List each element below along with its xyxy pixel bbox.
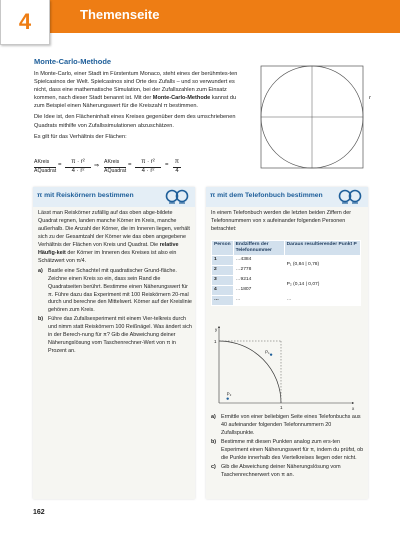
phonebook-method-box	[206, 187, 368, 499]
phonebook-method-title: π mit dem Telefonbuch bestimmen	[210, 192, 323, 199]
phonebook-method-box-header	[206, 187, 368, 207]
point-p2-label: P₂	[226, 391, 232, 397]
rice-task-a: a) Bastle eine Schachtel mit quadratischer Grund-fläche. Zeichne einen Kreis so ein, dass sein Rand die Quadratseiten berührt. Bestimme einen Näherungswert für π. Führe dazu das Experiment mit 100 Reiskörnern 20-mal durch und berechne den Mittelwert. Körner auf der Kreislinie gehören zum Kreis.	[38, 267, 192, 314]
point-p1	[270, 353, 272, 355]
table-header: Endziffern der Telefonnummer	[233, 241, 284, 256]
table-row: … … …	[212, 295, 361, 305]
phonebook-task-a: a) Ermittle von einer beliebigen Seite eines Telefonbuchs aus 40 aufeinander folgenden Telefonnummern 20 Zufallspunkte.	[211, 414, 361, 436]
table-header-row	[212, 241, 361, 256]
graph-y-label: y	[215, 327, 218, 332]
pair-work-icon	[165, 188, 189, 205]
formula-den-1: 4 · r²	[71, 168, 85, 174]
radius-label: r	[369, 95, 371, 101]
formula-num-1: π · r²	[71, 159, 85, 165]
table-point-cell: P₁ (0,84 | 0,78)	[284, 255, 360, 275]
phonebook-table	[211, 240, 361, 306]
rice-method-body	[38, 210, 192, 357]
intro-text	[34, 70, 248, 144]
circle-in-square-figure	[259, 64, 365, 170]
intro-paragraph-1: In Monte-Carlo, einer Stadt im Fürstentum Monaco, steht eines der berühmtes-ten Spielcasinos der Welt. Spielcasinos sind Orte des Zufalls – und so verwundert es nicht, dass eine mathematische Simulation, bei der Zufallszahlen zum Einsatz kommen, nach dieser Stadt benannt ist. Mit der Monte-Carlo-Methode kannst du zum Beispiel einen Näherungswert für die Kreiszahl π bestimmen.	[34, 71, 238, 110]
point-p2	[226, 397, 228, 399]
page-header-title: Themenseite	[80, 7, 160, 22]
phonebook-intro: In einem Telefonbuch werden die letzten beiden Ziffern der Telefonnummern von x aufeinander folgenden Personen betrachtet:	[211, 210, 352, 232]
chapter-number-badge: 4	[0, 0, 50, 45]
graph-y-tick-1: 1	[214, 339, 217, 344]
formula-den-3: 4	[175, 168, 179, 174]
section-title: Monte-Carlo-Methode	[34, 57, 112, 66]
formula-num-3: π	[174, 159, 180, 165]
table-row: 1 …4384 P₁ (0,84 | 0,78)	[212, 255, 361, 265]
rice-method-box-header	[33, 187, 195, 207]
graph-x-tick-1: 1	[280, 405, 283, 410]
pair-work-icon	[338, 188, 362, 205]
formula-arrow: ⇒	[94, 163, 100, 169]
table-row: 4 …1807	[212, 285, 361, 295]
quarter-circle-graph	[209, 323, 359, 411]
formula-a-kreis: AKreis	[34, 159, 50, 165]
page-header-bar	[0, 0, 400, 33]
table-row: 2 …2778	[212, 265, 361, 275]
point-p1-label: P₁	[265, 349, 270, 355]
rice-method-text: Lässt man Reiskörner zufällig auf das oben abge-bildete Quadrat regnen, landen manche Körner im Kreis, manche außerhalb. Die Anzahl der Körner, die im Inneren liegen, verhält sich zu der Gesamtzahl der Körner wie das oben angegebene Verhältnis der Flächen von Kreis und Quadrat. Die relative Häufig-keit der Körner im Inneren des Kreises ist also ein Schätzwert von π/4.	[38, 210, 190, 264]
formula-den-2: 4 · r²	[141, 168, 155, 174]
table-header: Person	[212, 241, 234, 256]
intro-paragraph-2: Die Idee ist, den Flächeninhalt eines Kreises gegenüber dem des umschriebenen Quadrats mithilfe von Zufallssimulationen abzuschätzen.	[34, 114, 236, 129]
formula-a-quadrat: AQuadrat	[34, 168, 57, 174]
page-number: 162	[33, 509, 45, 516]
rice-method-title: π mit Reiskörnern bestimmen	[37, 192, 134, 199]
table-point-cell: P₂ (0,14 | 0,07)	[284, 275, 360, 295]
table-header: Daraus resultierender Punkt P	[284, 241, 360, 256]
graph-x-label: x	[352, 406, 355, 411]
phonebook-task-c: c) Gib die Abweichung deiner Näherungslösung vom Taschenrechnerwert von π an.	[211, 463, 341, 478]
rice-method-box	[33, 187, 195, 499]
table-row: 3 …9214 P₂ (0,14 | 0,07)	[212, 275, 361, 285]
formula-num-2: π · r²	[141, 159, 155, 165]
rice-task-b: b) Führe das Zufallsexperiment mit einem Vier-telkreis durch und nimm statt Reiskörnern 100 Reißnägel. Was ändert sich in der Berech-nung für π? Gib die Abweichung deiner Näherungslösung vom Taschenrechner-Wert von π in Prozent an.	[38, 316, 192, 355]
intro-paragraph-3: Es gilt für das Verhältnis der Flächen:	[34, 133, 127, 140]
phonebook-task-b: b) Bestimme mit diesen Punkten analog zum ers-ten Experiment einen Näherungswert für π, indem du prüfst, ob die Punkte innerhalb des Viertelkreises liegen oder nicht.	[211, 438, 364, 461]
area-ratio-formula: AKreis AQuadrat = π · r² 4 · r² ⇒ AKreis AQuadrat = π · r² 4 · r² = π 4	[34, 159, 180, 174]
phonebook-tasks	[211, 414, 365, 481]
